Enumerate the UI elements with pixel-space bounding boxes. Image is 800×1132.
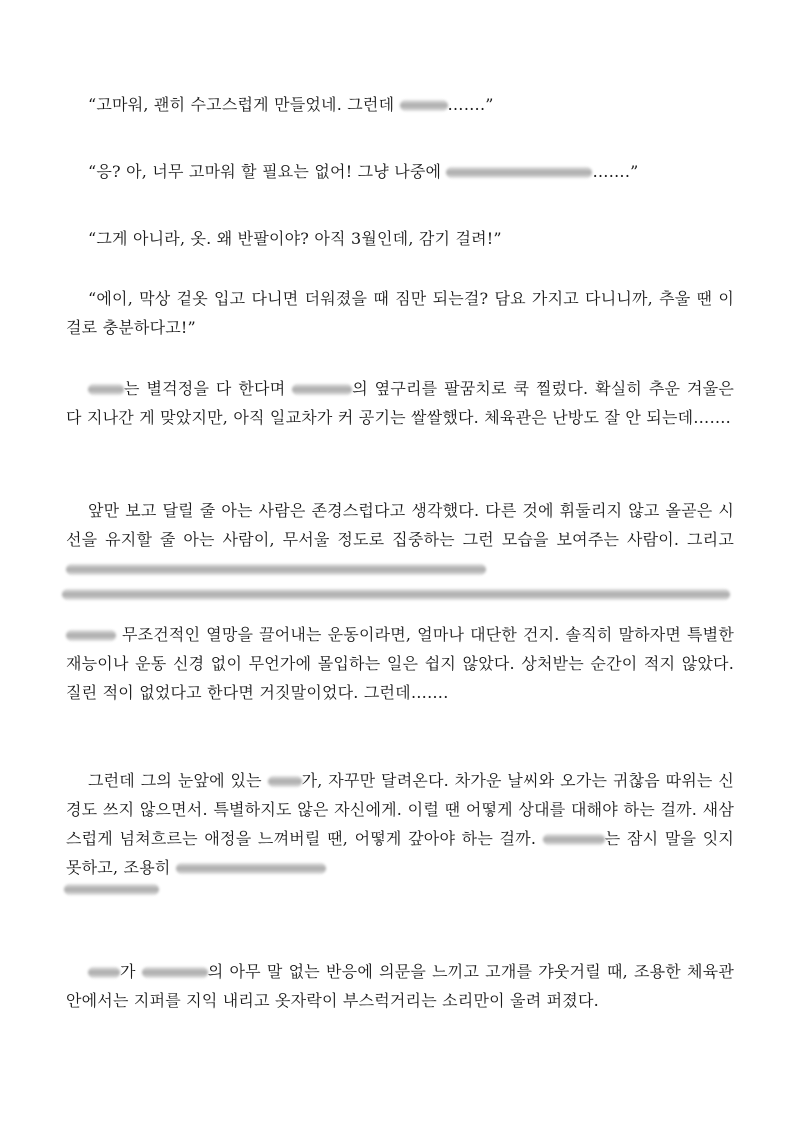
redaction-blur (66, 630, 116, 641)
redaction-blur (88, 967, 120, 978)
redaction-blur (400, 100, 448, 111)
redaction-blur (292, 384, 352, 395)
paragraph-8-text-a: 그런데 그의 눈앞에 있는 (88, 771, 268, 790)
paragraph-2-text-b: …….” (592, 162, 639, 181)
paragraph-3 (66, 224, 734, 253)
paragraph-2 (66, 157, 734, 186)
redaction-blur (142, 967, 208, 978)
paragraph-8-text-b: 가, 자꾸만 달려온다. 차가운 날씨와 오가는 귀찮음 따위는 신경도 쓰지 않으면서. 특별하지도 않은 자신에게. 이럴 땐 어떻게 상대를 대해야 하는 걸까. 새삼스럽게 넘쳐흐르는 애정을 느껴버릴 땐, 어떻게 갚아야 하는 걸까. (66, 771, 734, 848)
paragraph-5 (66, 374, 734, 432)
paragraph-9 (66, 957, 734, 1015)
paragraph-8-text-c: 는 잠시 말을 잇지 못하고, 조용히 (66, 829, 735, 877)
redaction-blur (446, 167, 592, 178)
redaction-blur (176, 863, 326, 874)
paragraph-1 (66, 90, 734, 119)
paragraph-7-text-a: 무조건적인 열망을 끌어내는 운동이라면, 얼마나 대단한 건지. 솔직히 말하자면 특별한 재능이나 운동 신경 없이 무언가에 몰입하는 일은 쉽지 않았다. 상처받는 순간이 적지 않았다. 질린 적이 없었다고 한다면 거짓말이었다. 그런데……. (66, 625, 734, 702)
paragraph-9-text-b: 의 아무 말 없는 반응에 의문을 느끼고 고개를 갸웃거릴 때, 조용한 체육관 안에서는 지퍼를 지익 내리고 옷자락이 부스럭거리는 소리만이 울려 퍼졌다. (66, 962, 734, 1010)
redaction-blur (66, 564, 486, 575)
redaction-blur (88, 384, 124, 395)
paragraph-2-text-a: “응? 아, 너무 고마워 할 필요는 없어! 그냥 나중에 (88, 162, 447, 181)
redaction-blur (268, 776, 302, 787)
paragraph-1-text-a: “고마워, 괜히 수고스럽게 만들었네. 그런데 (88, 95, 400, 114)
paragraph-6 (66, 496, 734, 600)
paragraph-5-text-b: 의 옆구리를 팔꿈치로 쿡 찔렀다. 확실히 추운 겨울은 다 지나간 게 맞았지만, 아직 일교차가 커 공기는 쌀쌀했다. 체육관은 난방도 잘 안 되는데……. (66, 379, 734, 427)
paragraph-5-text-a: 는 별걱정을 다 한다며 (124, 379, 293, 398)
paragraph-3-text-a: “그게 아니라, 옷. 왜 반팔이야? 아직 3월인데, 감기 걸려!” (88, 229, 502, 248)
redaction-blur (64, 884, 159, 895)
paragraph-6-text-a: 앞만 보고 달릴 줄 아는 사람은 존경스럽다고 생각했다. 다른 것에 휘둘리지 않고 올곧은 시선을 유지할 줄 아는 사람이, 무서울 정도로 집중하는 그런 모습을 보여주는 사람이. 그리고 (66, 501, 734, 549)
paragraph-9-text-a: 가 (120, 962, 142, 981)
redaction-blur (62, 589, 730, 600)
redaction-blur (543, 834, 605, 845)
paragraph-8 (66, 766, 734, 895)
paragraph-4-text-a: “에이, 막상 겉옷 입고 다니면 더워졌을 때 짐만 되는걸? 담요 가지고 다니니까, 추울 땐 이걸로 충분하다고!” (66, 289, 734, 337)
paragraph-7 (66, 620, 734, 707)
paragraph-1-text-b: …….” (447, 95, 494, 114)
paragraph-4 (66, 284, 734, 342)
